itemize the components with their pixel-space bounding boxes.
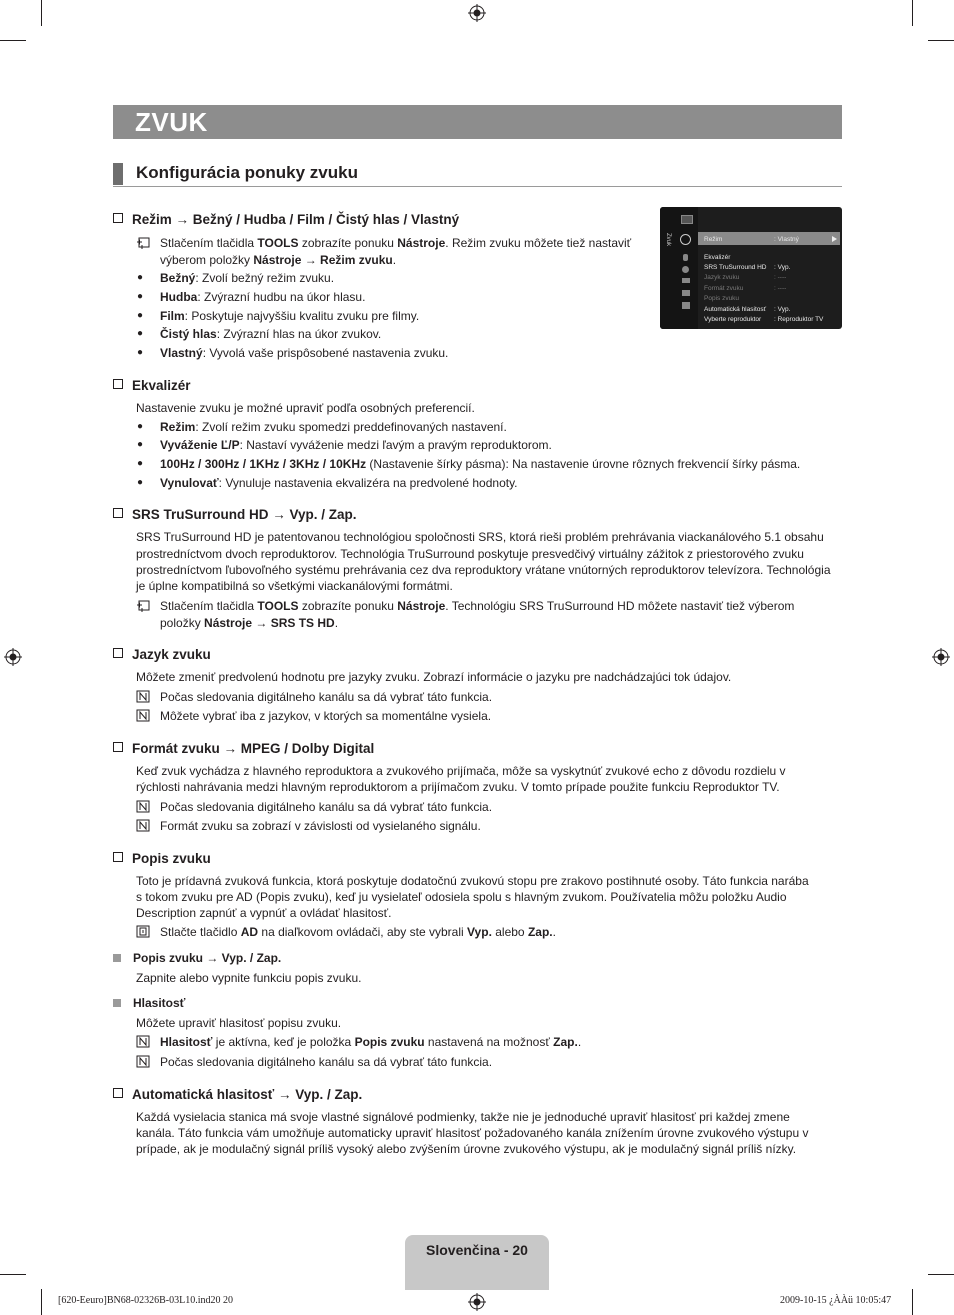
section-title-srs: SRS TruSurround HD → Vyp. / Zap. xyxy=(113,507,357,522)
application-icon xyxy=(682,290,690,296)
list-item: Vyváženie Ľ/P: Nastaví vyváženie medzi ľavým a pravým reproduktorom. xyxy=(160,438,552,452)
support-icon xyxy=(682,302,690,309)
menu-value: : Vlastný xyxy=(774,236,799,243)
menu-item-auto[interactable]: Automatická hlasitosť xyxy=(704,306,767,313)
paragraph-line: Každá vysielacia stanica má svoje vlastné signálové podmienky, takže nie je jednoduché upraviť hlasitosť pri každej zmene xyxy=(136,1110,790,1124)
paragraph: Môžete upraviť hlasitosť popisu zvuku. xyxy=(136,1016,342,1030)
list-item: Režim: Zvolí režim zvuku spomedzi preddefinovaných nastavení. xyxy=(160,420,507,434)
menu-item-popis[interactable]: Popis zvuku xyxy=(704,295,740,302)
paragraph: Zapnite alebo vypnite funkciu popis zvuku. xyxy=(136,971,362,985)
list-item: Vlastný: Vyvolá vaše prispôsobené nastavenia zvuku. xyxy=(160,346,449,360)
paragraph-line: prostredníctvom ľubovoľného systému prehrávania cez dva reproduktory vrátane vnútorných reproduktorov televízora. Technológia xyxy=(136,563,831,577)
tools-note-icon xyxy=(136,600,150,613)
crop-mark xyxy=(0,40,26,41)
note-icon xyxy=(136,819,150,832)
menu-item-rezim[interactable]: Režim xyxy=(704,236,723,243)
paragraph-line: SRS TruSurround HD je patentovanou technológiou spoločnosti SRS, ktorá rieši problém prehrávania viackanálového 5.1 obsahu xyxy=(136,530,824,544)
note-icon xyxy=(136,1055,150,1068)
registration-mark-icon xyxy=(468,1293,486,1311)
registration-mark-icon xyxy=(468,4,486,22)
menu-item-format[interactable]: Formát zvuku xyxy=(704,285,744,292)
registration-mark-icon xyxy=(4,648,22,666)
note-text: Počas sledovania digitálneho kanálu sa dá vybrať táto funkcia. xyxy=(160,1055,493,1069)
heading-bar xyxy=(113,163,123,185)
crop-mark xyxy=(0,1274,26,1275)
menu-item-jazyk[interactable]: Jazyk zvuku xyxy=(704,274,740,281)
crop-mark xyxy=(928,1274,954,1275)
chapter-banner xyxy=(113,105,842,139)
section-title-popis: Popis zvuku xyxy=(113,851,211,866)
section-title-ekvalizer: Ekvalizér xyxy=(113,378,191,393)
tv-sound-menu xyxy=(660,207,842,329)
menu-value: : Vyp. xyxy=(774,306,791,313)
menu-value: : Reproduktor TV xyxy=(774,316,824,323)
note-icon xyxy=(136,800,150,813)
list-item: Čistý hlas: Zvýrazní hlas na úkor zvukov. xyxy=(160,327,382,341)
menu-value: : ---- xyxy=(774,285,787,292)
arrow-right-icon xyxy=(832,236,837,242)
paragraph: Nastavenie zvuku je možné upraviť podľa osobných preferencií. xyxy=(136,401,475,415)
note-icon xyxy=(136,709,150,722)
note-text: Môžete vybrať iba z jazykov, v ktorých sa momentálne vysiela. xyxy=(160,709,492,723)
paragraph: Môžete zmeniť predvolenú hodnotu pre jazyky zvuku. Zobrazí informácie o jazyku pre nadchádzajúci tok údajov. xyxy=(136,670,732,684)
page-number: Slovenčina - 20 xyxy=(426,1242,528,1258)
section-title-jazyk: Jazyk zvuku xyxy=(113,647,211,662)
channel-icon xyxy=(683,254,688,261)
paragraph-line: s tokom zvuku pre AD (Popis zvuku), keď ju vysielateľ odosiela spolu s hlavným zvukom. Používatelia môžu položku Audio xyxy=(136,890,787,904)
note-text: Počas sledovania digitálneho kanálu sa dá vybrať táto funkcia. xyxy=(160,800,493,814)
input-icon xyxy=(682,278,690,283)
list-item: Film: Poskytuje najvyššiu kvalitu zvuku pre filmy. xyxy=(160,309,420,323)
paragraph-line: Description zapnúť a vypnúť a ovládať hlasitosť. xyxy=(136,906,392,920)
crop-mark xyxy=(928,40,954,41)
picture-icon xyxy=(681,215,693,224)
sound-icon xyxy=(680,234,691,245)
paragraph-line: prípade, ak je modulačný signál príliš vysoký alebo zvýšením úrovne zvukového výstupu, ak je modulačný signál príliš nízky. xyxy=(136,1142,797,1156)
chapter-title: ZVUK xyxy=(135,107,208,137)
tools-note: Stlačením tlačidla TOOLS zobrazíte ponuku Nástroje. Technológiu SRS TruSurround HD môžete nastaviť tiež výberom položky Nástroje → SRS TS HD. xyxy=(160,599,795,630)
subsection-title: Popis zvuku → Vyp. / Zap. xyxy=(113,951,281,965)
crop-mark xyxy=(41,1289,42,1315)
note-text: Stlačte tlačidlo AD na diaľkovom ovládači, aby ste vybrali Vyp. alebo Zap.. xyxy=(160,925,556,939)
menu-value: : ---- xyxy=(774,274,787,281)
list-item: 100Hz / 300Hz / 1KHz / 3KHz / 10KHz (Nastavenie šírky pásma): Na nastavenie úrovne rôznych frekvencií šírky pásma. xyxy=(160,457,801,471)
crop-mark xyxy=(41,0,42,26)
paragraph-line: prostredníctvom dvoch reproduktorov. Technológia TruSurround poskytuje presvedčivý virtuálny zážitok z priestorového zvuku xyxy=(136,547,804,561)
crop-mark xyxy=(912,0,913,26)
list-item: Hudba: Zvýrazní hudbu na úkor hlasu. xyxy=(160,290,366,304)
note-icon xyxy=(136,1035,150,1048)
paragraph-line: Toto je prídavná zvuková funkcia, ktorá poskytuje dodatočnú zvukovú stopu pre zrakovo postihnuté osoby. Táto funkcia narába xyxy=(136,874,809,888)
paragraph-line: kanála. Táto funkcia vám umožňuje automaticky upraviť hlasitosť požadovaného kanála znížením úrovne zvukového výstupu v xyxy=(136,1126,809,1140)
note-text: Počas sledovania digitálneho kanálu sa dá vybrať táto funkcia. xyxy=(160,690,493,704)
tools-note-icon xyxy=(136,237,150,250)
registration-mark-icon xyxy=(932,648,950,666)
note-text: Hlasitosť je aktívna, keď je položka Popis zvuku nastavená na možnosť Zap.. xyxy=(160,1035,582,1049)
note-text: Formát zvuku sa zobrazí v závislosti od vysielaného signálu. xyxy=(160,819,481,833)
list-item: Vynulovať: Vynuluje nastavenia ekvalizéra na predvolené hodnoty. xyxy=(160,476,518,490)
section-title-auto: Automatická hlasitosť → Vyp. / Zap. xyxy=(113,1087,362,1102)
remote-button-icon xyxy=(136,925,150,938)
page-number-tab xyxy=(405,1235,549,1290)
menu-item-ekvalizer[interactable]: Ekvalizér xyxy=(704,254,731,261)
section-heading-text: Konfigurácia ponuky zvuku xyxy=(136,163,358,182)
setup-icon xyxy=(682,266,689,273)
print-slug-left: [620-Eeuro]BN68-02326B-03L10.ind20 20 xyxy=(58,1295,233,1306)
section-title-format: Formát zvuku → MPEG / Dolby Digital xyxy=(113,741,374,756)
paragraph-line: rýchlosti nahrávania medzi hlavným reproduktorom a prijímačom zvuku. V tomto prípade použite funkciu Reproduktor TV. xyxy=(136,780,780,794)
section-title-rezim: Režim → Bežný / Hudba / Film / Čistý hlas / Vlastný xyxy=(113,212,459,227)
note-icon xyxy=(136,690,150,703)
menu-value: : Vyp. xyxy=(774,264,791,271)
tools-note: Stlačením tlačidla TOOLS zobrazíte ponuku Nástroje. Režim zvuku môžete tiež nastaviť výberom položky Nástroje → Režim zvuku. xyxy=(160,236,632,267)
print-slug-right: 2009-10-15 ¿ÀÀü 10:05:47 xyxy=(780,1295,892,1306)
subsection-title: Hlasitosť xyxy=(113,996,185,1010)
crop-mark xyxy=(912,1289,913,1315)
menu-item-srs[interactable]: SRS TruSurround HD xyxy=(704,264,767,271)
menu-side-label: Zvuk xyxy=(665,233,671,247)
paragraph-line: je úplne kompatibilná so všetkými viackanálovými formátmi. xyxy=(136,579,453,593)
section-heading xyxy=(113,161,842,187)
list-item: Bežný: Zvolí bežný režim zvuku. xyxy=(160,271,335,285)
menu-sidebar xyxy=(660,207,698,329)
paragraph-line: Keď zvuk vychádza z hlavného reproduktora a zvukového prijímača, môže sa vyskytnúť zvukové echo z dôvodu rozdielu v xyxy=(136,764,786,778)
menu-item-reproduktor[interactable]: Vyberte reproduktor xyxy=(704,316,762,323)
